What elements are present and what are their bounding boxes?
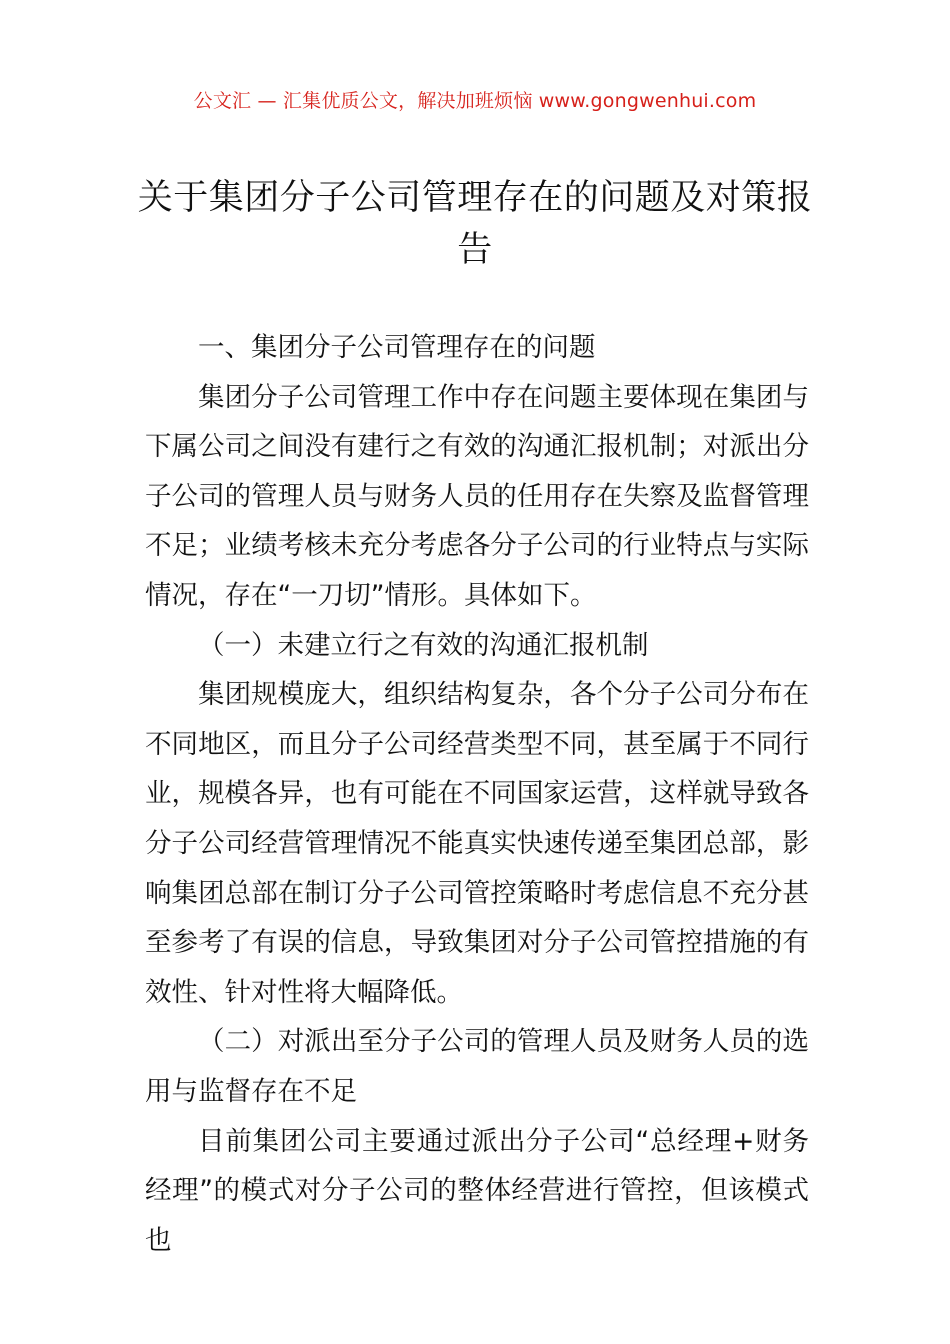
document-title: 关于集团分子公司管理存在的问题及对策报告 — [137, 178, 813, 270]
body-paragraph: 目前集团公司主要通过派出分子公司“总经理+财务经理”的模式对分子公司的整体经营进行管控，但该模式也 — [145, 1125, 809, 1256]
subsection-heading: （一）未建立行之有效的沟通汇报机制 — [198, 629, 649, 661]
document-body — [145, 323, 809, 1265]
header-slogan: 公文汇 — 汇集优质公文，解决加班烦恼 www.gongwenhui.com — [193, 90, 757, 112]
body-paragraph: 集团规模庞大，组织结构复杂，各个分子公司分布在不同地区，而且分子公司经营类型不同，甚至属于不同行业，规模各异，也有可能在不同国家运营，这样就导致各分子公司经营管理情况不能真实快速传递至集团总部，影响集团总部在制订分子公司管控策略时考虑信息不充分甚至参考了有误的信息，导致集团对分子公司管控措施的有效性、针对性将大幅降低。 — [145, 679, 809, 1008]
body-paragraph: 集团分子公司管理工作中存在问题主要体现在集团与下属公司之间没有建行之有效的沟通汇报机制；对派出分子公司的管理人员与财务人员的任用存在失察及监督管理不足；业绩考核未充分考虑各分子公司的行业特点与实际情况，存在“一刀切”情形。具体如下。 — [145, 381, 809, 611]
subsection-heading: （二）对派出至分子公司的管理人员及财务人员的选用与监督存在不足 — [145, 1026, 809, 1107]
section-heading: 一、集团分子公司管理存在的问题 — [198, 332, 596, 363]
